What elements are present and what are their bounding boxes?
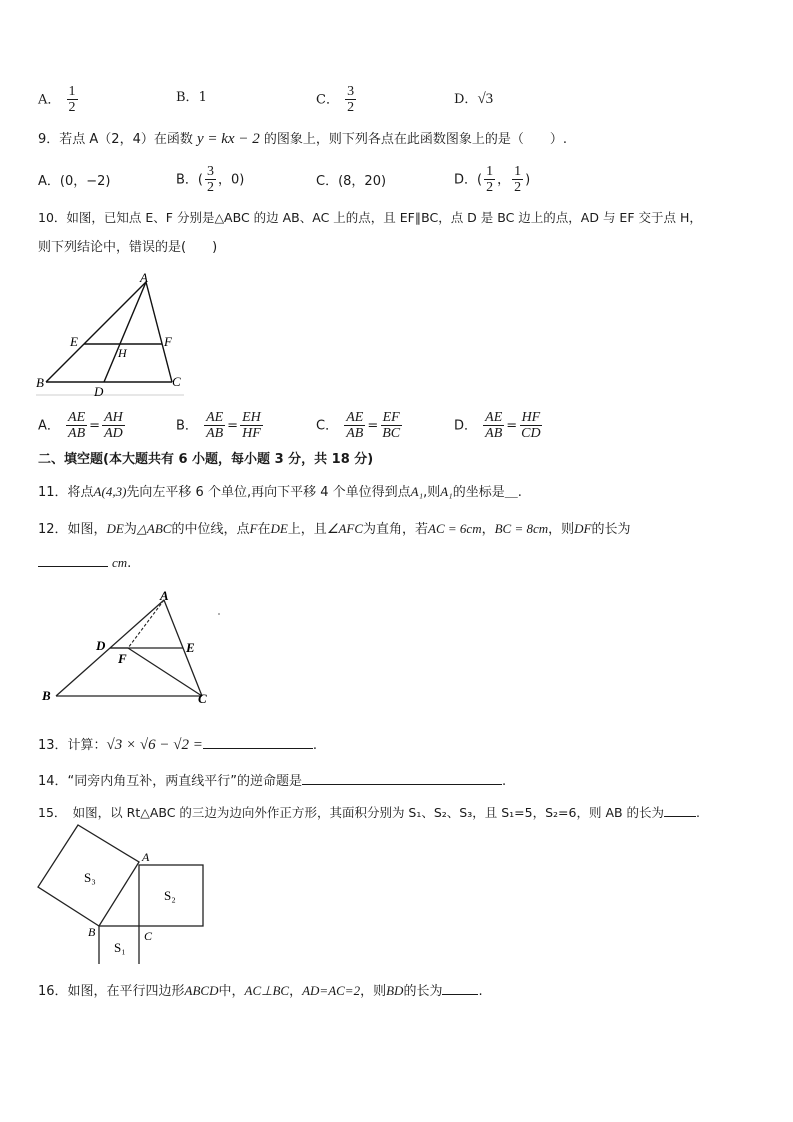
q11-suffix: 的坐标是＿. [452,485,522,500]
q10-label-h: H [118,346,127,360]
q15-figure [36,824,216,964]
q10-label-b: B [36,375,44,390]
q12-f: F [249,521,258,536]
q12-unit: cm [112,555,128,570]
q12-t5: 为直角，若 [363,522,429,537]
q10-c-left-den: AB [346,426,364,442]
q10-option-b: B． $\frac{AE}{AB}$ = $\frac{EH}{HF}$ [176,410,261,442]
q8-a-numerator: 1 [68,84,76,99]
q10-d-right-den: CD [521,426,541,442]
q12-t7: ，则 [548,522,575,537]
q12-triangle: △ABC [136,521,172,536]
q10-option-a-label: A． [38,418,60,434]
q10-c-left-num: AE [346,410,364,425]
q12-label-c: C [198,691,207,706]
q10-b-right-den: HF [242,426,261,442]
q8-option-a-label: A． [38,92,61,108]
q10-label-a: A [140,270,148,285]
q9-d-denominator-2: 2 [514,180,522,196]
q9-b-fraction [205,164,216,196]
q10-b-right-fraction [240,410,263,442]
q10-a-right-num: AH [104,410,123,425]
q10-figure [34,270,194,400]
q12-t4: 上，且 [287,522,327,537]
q8-option-b [176,90,207,106]
q9-d-fraction-1 [484,164,495,196]
q15-label-c: C [144,929,153,943]
q12-t8: 的长为 [591,522,631,537]
q12-figure [36,586,226,722]
section-2-heading: 二、填空题(本大题共有 6 小题，每小题 3 分，共 18 分) [38,452,374,467]
q16-t2: ， [289,984,303,999]
q8-option-b-value: 1 [198,90,207,105]
q15-end: . [696,805,701,820]
q13-prefix: 13．计算： [38,738,107,753]
q10-label-c: C [172,374,181,389]
q12-answer-blank[interactable] [38,552,108,567]
q8-option-c [316,84,358,116]
q12-label-a: A [160,588,169,603]
q9-b-numerator: 3 [207,164,214,179]
q14-answer-blank[interactable] [302,770,502,785]
q8-c-denominator: 2 [347,100,355,116]
q16-abcd: ABCD [184,983,219,998]
q8-option-c-fraction [345,84,356,116]
q9-option-c: C．(8，20) [316,174,387,189]
q10-b-right-num: EH [242,410,261,425]
q15-answer-blank[interactable] [664,802,696,817]
q9-option-d-label: D．( [454,172,483,188]
q15-label-s1: S₁ [114,940,126,955]
q10-d-left-den: AB [485,426,503,442]
q8-option-a [38,84,80,116]
q16-perp: AC⊥BC [244,983,290,998]
q9-stem [38,130,567,148]
q8-option-c-label: C． [316,92,339,108]
q10-a-left-num: AE [68,410,86,425]
q12-ac: AC = 6cm [428,521,482,536]
q16-t3: ，则 [360,984,387,999]
q10-label-f: F [164,334,172,349]
q8-option-d-value: √3 [477,91,494,107]
q15-label-s3: S₃ [84,870,96,885]
q9-d-numerator-2: 1 [514,164,522,179]
q10-d-right-fraction [519,410,542,442]
q9-text-prefix: 9．若点 A（2，4）在函数 [38,132,193,147]
q16-prefix: 16．如图，在平行四边形 [38,984,185,999]
q13-answer-blank[interactable] [203,734,313,749]
q13-stem [38,734,317,754]
q12-label-f: F [118,651,127,666]
q12-end: . [127,556,132,571]
q9-text-suffix: 的图象上，则下列各点在此函数图象上的是（ ）. [263,132,567,147]
q11-mid-2: ,则 [423,485,441,500]
q10-option-a: A． $\frac{AE}{AB}$ = $\frac{AH}{AD}$ [38,410,123,442]
q12-de: DE [106,521,124,536]
q10-a-right-fraction [102,410,125,442]
q12-label-e: E [186,640,195,655]
q15-label-b: B [88,925,96,939]
q11-point-3: A₁ [440,484,453,499]
q10-label-e: E [70,334,78,349]
q16-bd: BD [386,983,404,998]
q9-option-b-label: B．( [176,172,203,188]
q10-d-left-fraction [483,410,504,442]
q9-b-denominator: 2 [207,180,214,196]
q10-c-right-num: EF [382,410,400,425]
q9-d-denominator-1: 2 [486,180,494,196]
q10-option-c-label: C． [316,418,339,434]
q10-option-d-label: D． [454,418,478,434]
q15-label-s2: S₂ [164,888,176,903]
q12-t6: ， [481,522,495,537]
q8-option-a-fraction [67,84,78,116]
q15-label-a: A [142,850,150,864]
q10-option-b-label: B． [176,418,198,434]
q11-point: A(4,3) [93,484,127,499]
q9-option-d-mid: ， [497,172,511,188]
q12-label-b: B [42,688,51,703]
q10-label-d: D [94,384,104,399]
q10-c-right-den: BC [382,426,401,442]
q10-b-left-fraction [204,410,225,442]
q11-prefix: 11．将点 [38,485,94,500]
q13-expression: √3 × √6 − √2 = [106,737,203,753]
q11-mid: 先向左平移 6 个单位,再向下平移 4 个单位得到点 [126,485,411,500]
q12-de-2: DE [270,521,288,536]
q16-equation: AD=AC=2 [302,983,361,998]
q12-t1: 为 [123,522,137,537]
q16-end: . [478,984,483,999]
q8-option-d-label: D． [454,92,478,107]
q10-line-2: 则下列结论中，错误的是( ) [38,240,218,255]
q14-text: 14．“同旁内角互补，两直线平行”的逆命题是 [38,774,303,789]
q11-point-2: A₁ [410,484,424,499]
q10-b-left-den: AB [206,426,224,442]
q10-c-left-fraction [344,410,365,442]
q10-a-right-den: AD [104,426,123,442]
q10-d-left-num: AE [485,410,503,425]
q10-option-c: C． $\frac{AE}{AB}$ = $\frac{EF}{BC}$ [316,410,401,442]
q10-a-left-den: AB [68,426,86,442]
q11-stem [38,484,522,501]
q13-end: . [312,738,318,753]
q16-t1: 中， [218,984,245,999]
q9-d-fraction-2 [512,164,523,196]
q9-option-a: A．(0，−2) [38,174,111,189]
q16-stem [38,980,483,1000]
q15-stem [38,802,700,820]
q16-answer-blank[interactable] [442,980,478,995]
q9-d-numerator-1: 1 [486,164,494,179]
q14-end: . [502,774,507,789]
q9-option-b [176,164,244,196]
q16-t4: 的长为 [403,984,443,999]
q12-stem [38,521,631,538]
q12-t3: 在 [257,522,271,537]
q12-df: DF [574,521,592,536]
q10-c-right-fraction [380,410,402,442]
q12-label-d: D [96,638,106,653]
q10-line-1: 10．如图，已知点 E、F 分别是△ABC 的边 AB、AC 上的点，且 EF∥BC，点 D 是 BC 边上的点，AD 与 EF 交于点 H， [38,210,702,225]
q9-option-b-tail: ，0) [218,172,245,188]
q9-formula: y = kx − 2 [196,131,260,147]
q10-option-d: D． $\frac{AE}{AB}$ = $\frac{HF}{CD}$ [454,410,541,442]
q8-a-denominator: 2 [68,100,76,116]
q9-option-d [454,164,530,196]
q8-option-d [454,90,493,108]
q14-stem [38,770,506,790]
q15-text: 15． 如图，以 Rt△ABC 的三边为边向外作正方形，其面积分别为 S₁、S₂、S₃，且 S₁=5，S₂=6，则 AB 的长为 [38,805,665,820]
q9-option-d-tail: ) [525,172,531,188]
q12-answer-line [38,552,131,572]
q12-angle: ∠AFC [326,521,364,536]
q12-t2: 的中位线，点 [171,522,250,537]
q10-b-left-num: AE [206,410,224,425]
q12-prefix: 12．如图， [38,522,107,537]
q12-bc: BC = 8cm [494,521,549,536]
q10-d-right-num: HF [521,410,541,425]
q8-c-numerator: 3 [347,84,355,99]
q10-a-left-fraction [66,410,87,442]
q8-option-b-label: B． [176,90,199,105]
